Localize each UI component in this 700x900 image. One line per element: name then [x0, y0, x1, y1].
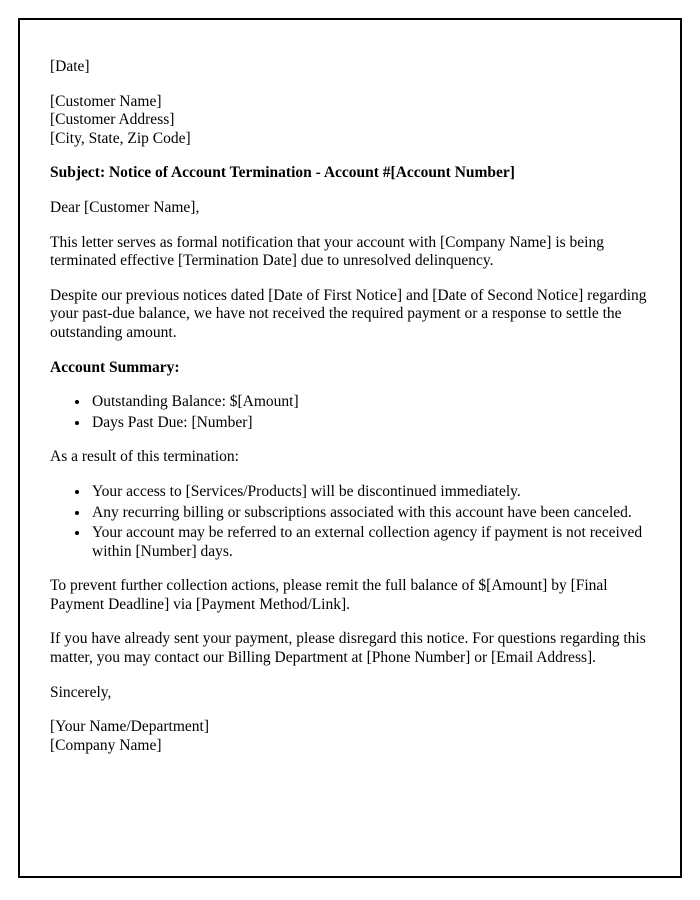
list-item: • Your access to [Services/Products] will be discontinued immediately. — [90, 483, 650, 502]
paragraph-payment-demand: To prevent further collection actions, please remit the full balance of $[Amount] by [Final Payment Deadline] via [Payment Method/Link]. — [50, 577, 608, 613]
list-item: • Outstanding Balance: $[Amount] — [90, 393, 650, 412]
salutation: Dear [Customer Name], — [50, 198, 200, 216]
account-summary-list — [50, 393, 650, 432]
recipient-name: [Customer Name] — [50, 92, 162, 110]
signature-block — [50, 718, 650, 755]
letter-date: [Date] — [50, 58, 90, 75]
recipient-address-block — [50, 93, 650, 149]
paragraph-contact-info: If you have already sent your payment, please disregard this notice. For questions regarding this matter, you may contact our Billing Department at [Phone Number] or [Email Address]. — [50, 630, 646, 667]
paragraph-notification: This letter serves as formal notification that your account with [Company Name] is being terminated effective [Termination Date] due to unresolved delinquency. — [50, 233, 604, 270]
account-summary-heading: Account Summary: — [50, 358, 180, 376]
list-item: • Days Past Due: [Number] — [90, 414, 650, 433]
termination-letter — [18, 18, 682, 878]
signature-company: [Company Name] — [50, 736, 162, 754]
termination-results-intro: As a result of this termination: — [50, 448, 239, 466]
recipient-address: [Customer Address] — [50, 111, 175, 129]
termination-results-list — [50, 483, 650, 561]
list-item: • Any recurring billing or subscriptions associated with this account have been canceled. — [90, 504, 650, 523]
subject-line: Subject: Notice of Account Termination - Account #[Account Number] — [50, 164, 515, 182]
list-item: • Your account may be referred to an external collection agency if payment is not received within [Number] days. — [90, 524, 650, 561]
closing: Sincerely, — [50, 683, 112, 701]
paragraph-previous-notices: Despite our previous notices dated [Date of First Notice] and [Date of Second Notice] regarding your past-due balance, we have not received the required payment or a response to settle the outstanding amount. — [50, 286, 647, 341]
recipient-city-state-zip: [City, State, Zip Code] — [50, 129, 191, 147]
signature-name: [Your Name/Department] — [50, 718, 209, 736]
